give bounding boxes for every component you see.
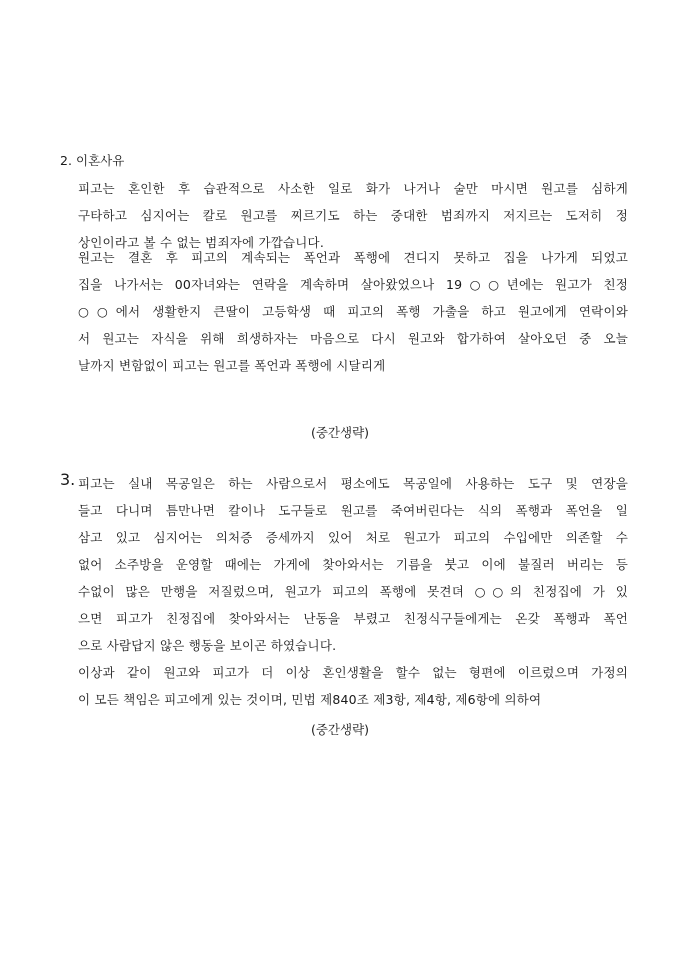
paragraph-line: 수없이 많은 만행을 저질렀으며, 원고가 피고의 폭행에 못견뎌 ○○의 친정집에 가 있 <box>78 584 628 599</box>
omitted-note-2: (중간생략) <box>310 722 370 737</box>
paragraph-line: 구타하고 심지어는 칼로 원고를 찌르기도 하는 중대한 범죄까지 저지르는 도저히 정 <box>78 208 628 223</box>
paragraph-line: 들고 다니며 틈만나면 칼이나 도구들로 원고를 죽여버린다는 식의 폭행과 폭언을 일 <box>78 503 628 518</box>
section-2-number: 2. <box>60 153 72 168</box>
section-3-paragraph-1 <box>78 497 628 659</box>
section-2-title: 이혼사유 <box>76 153 125 168</box>
paragraph-line: 상인이라고 볼 수 없는 범죄자에 가깝습니다. <box>78 235 324 250</box>
paragraph-line: 없어 소주방을 운영할 때에는 가게에 찾아와서는 기름을 붓고 이에 불질러 버리는 등 <box>78 557 628 572</box>
section-3 <box>60 470 628 497</box>
section-2-paragraph-2 <box>78 244 628 379</box>
section-2 <box>60 151 630 171</box>
paragraph-line: 피고는 혼인한 후 습관적으로 사소한 일로 화가 나거나 술만 마시면 원고를 심하게 <box>78 181 628 196</box>
section-2-heading <box>60 151 630 171</box>
section-3-paragraph-2 <box>78 659 628 713</box>
paragraph-line: 이 모든 책임은 피고에게 있는 것이며, 민법 제840조 제3항, 제4항, 제6항에 의하여 <box>78 692 542 707</box>
paragraph-line: 으로 사람답지 않은 행동을 보이곤 하였습니다. <box>78 638 337 653</box>
omitted-note-1: (중간생략) <box>310 425 370 440</box>
paragraph-line: 피고는 실내 목공일은 하는 사람으로서 평소에도 목공일에 사용하는 도구 및 연장을 <box>78 476 628 491</box>
paragraph-line: ○○에서 생활한지 큰딸이 고등학생 때 피고의 폭행 가출을 하고 원고에게 연락이와 <box>78 304 628 319</box>
section-3-number: 3. <box>60 470 76 489</box>
paragraph-line: 서 원고는 자식을 위해 희생하자는 마음으로 다시 원고와 합가하여 살아오던 중 오늘 <box>78 331 628 346</box>
paragraph-line: 원고는 결혼 후 피고의 계속되는 폭언과 폭행에 견디지 못하고 집을 나가게 되었고 <box>78 250 628 265</box>
paragraph-line: 삼고 있고 심지어는 의처증 증세까지 있어 처로 원고가 피고의 수입에만 의존할 수 <box>78 530 628 545</box>
paragraph-line: 날까지 변함없이 피고는 원고를 폭언과 폭행에 시달리게 <box>78 358 386 373</box>
paragraph-line: 으면 피고가 친정집에 찾아와서는 난동을 부렸고 친정식구들에게는 온갖 폭행과 폭언 <box>78 611 628 626</box>
paragraph-line: 집을 나가서는 00자녀와는 연락을 계속하며 살아왔었으나 19○○년에는 원고가 친정 <box>78 277 628 292</box>
paragraph-line: 이상과 같이 원고와 피고가 더 이상 혼인생활을 할수 없는 형편에 이르렀으며 가정의 <box>78 665 628 680</box>
